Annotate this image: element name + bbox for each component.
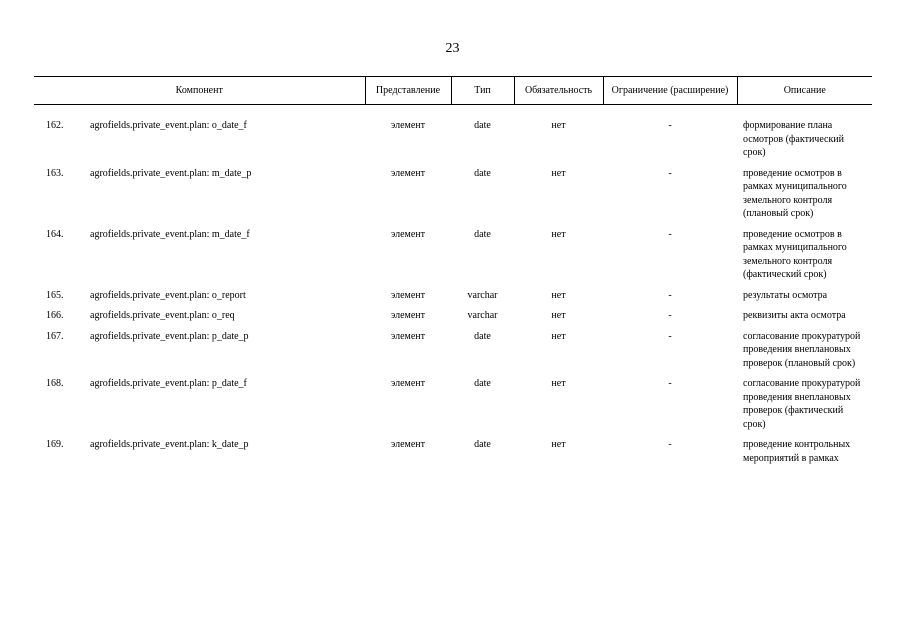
row-obligation: нет [551,378,566,389]
row-description: проведение осмотров в рамках муниципального земельного контроля (плановый срок) [743,167,847,219]
row-representation: элемент [390,167,426,179]
row-obligation: нет [551,228,566,240]
row-description: проведение осмотров в рамках муниципального земельного контроля (фактический срок) [743,228,847,280]
row-obligation: нет [551,330,566,342]
row-obligation: нет [551,439,566,450]
row-component: agrofields.private_event.plan: p_date_p [90,330,249,342]
row-component: agrofields.private_event.plan: o_date_f [90,120,247,131]
row-number: 166. [46,310,64,321]
row-representation: элемент [390,289,426,301]
row-restriction: - [668,228,672,240]
table-row [34,438,872,472]
row-component: agrofields.private_event.plan: o_report [90,289,246,301]
row-type: date [474,439,491,450]
row-description: согласование прокуратурой проведения внеплановых проверок (фактический срок) [743,378,861,430]
row-number: 162. [46,120,64,131]
row-restriction: - [668,289,672,301]
row-description: согласование прокуратурой проведения внеплановых проверок (плановый срок) [743,330,861,369]
component-table [34,76,872,472]
row-representation: элемент [390,378,426,389]
row-number: 163. [46,167,64,179]
row-type: date [474,378,491,389]
row-type: date [474,120,491,131]
row-restriction: - [668,378,672,389]
row-representation: элемент [390,120,426,131]
header-obligation: Обязательность [514,77,603,105]
row-representation: элемент [390,310,426,321]
table-row [34,119,872,167]
row-restriction: - [668,439,672,450]
row-type: date [474,330,491,342]
row-restriction: - [668,167,672,179]
row-obligation: нет [551,289,566,301]
row-restriction: - [668,310,672,321]
row-component: agrofields.private_event.plan: k_date_p [90,439,249,450]
table-row [34,228,872,289]
header-restriction: Ограничение (расширение) [603,77,737,105]
table-row [34,377,872,438]
row-number: 167. [46,330,64,342]
row-description: формирование плана осмотров (фактический срок) [743,120,845,158]
row-representation: элемент [390,330,426,342]
row-description: результаты осмотра [743,289,828,301]
table-row [34,309,872,330]
row-number: 164. [46,228,64,240]
row-representation: элемент [390,228,426,240]
row-component: agrofields.private_event.plan: o_req [90,310,235,321]
row-description: проведение контрольных мероприятий в рамках [743,439,851,464]
header-representation: Представление [365,77,451,105]
row-obligation: нет [551,310,566,321]
row-type: date [474,167,491,179]
table-row [34,167,872,228]
row-component: agrofields.private_event.plan: m_date_f [90,228,250,240]
row-representation: элемент [390,439,426,450]
row-obligation: нет [551,120,566,131]
table-row [34,289,872,310]
row-component: agrofields.private_event.plan: m_date_p [90,167,252,179]
row-restriction: - [668,120,672,131]
table-header-row [34,77,872,105]
page-number: 23 [445,41,460,56]
row-number: 165. [46,289,64,301]
row-description: реквизиты акта осмотра [743,310,846,321]
row-component: agrofields.private_event.plan: p_date_f [90,378,247,389]
row-number: 168. [46,378,64,389]
row-type: date [474,228,491,240]
table-row [34,330,872,378]
header-component: Компонент [34,77,365,105]
row-obligation: нет [551,167,566,179]
row-number: 169. [46,439,64,450]
header-description: Описание [737,77,872,105]
row-restriction: - [668,330,672,342]
row-type: varchar [467,310,498,321]
row-type: varchar [467,289,498,301]
header-type: Тип [451,77,514,105]
